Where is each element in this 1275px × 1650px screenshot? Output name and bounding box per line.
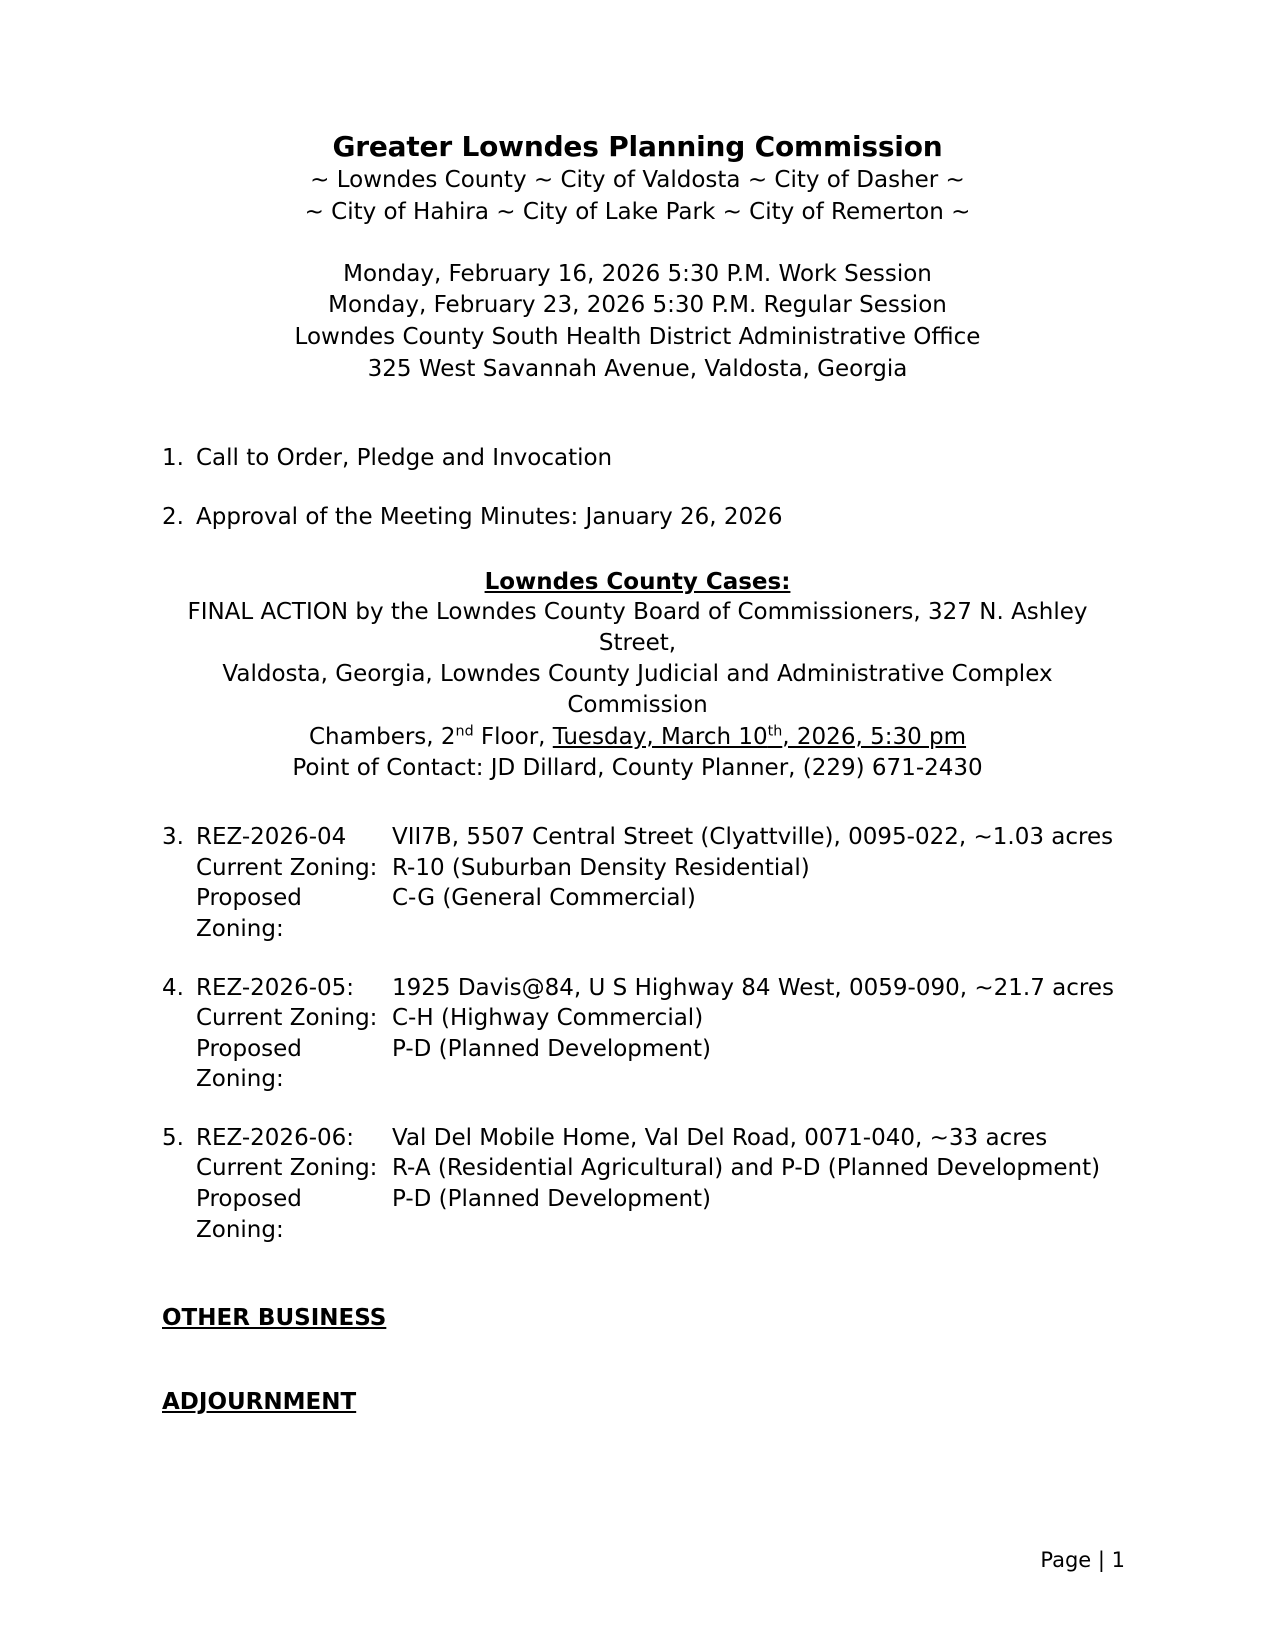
ordinal-suffix-nd: nd bbox=[455, 723, 474, 739]
member-jurisdictions-line-2: ~ City of Hahira ~ City of Lake Park ~ City of Remerton ~ bbox=[304, 198, 971, 225]
final-action-line-1: FINAL ACTION by the Lowndes County Board of Commissioners, 327 N. Ashley Street, bbox=[187, 598, 1088, 656]
closing-sections bbox=[150, 1305, 1125, 1473]
venue-address-line: 325 West Savannah Avenue, Valdosta, Georgia bbox=[367, 355, 908, 382]
rezoning-case-list bbox=[150, 822, 1125, 1245]
final-action-date-prefix: Tuesday, March 10 bbox=[552, 723, 768, 750]
case-identifier: REZ-2026-05: bbox=[196, 974, 355, 1001]
case-description: 1925 Davis@84, U S Highway 84 West, 0059-090, ~21.7 acres bbox=[392, 974, 1114, 1001]
page-number-footer: Page | 1 bbox=[1040, 1548, 1125, 1572]
current-zoning-label: Current Zoning: bbox=[196, 1005, 378, 1032]
final-action-line-3 bbox=[150, 722, 1125, 753]
proposed-zoning-value: C-G (General Commercial) bbox=[392, 885, 696, 912]
case-header-row bbox=[162, 822, 1125, 853]
case-description: Val Del Mobile Home, Val Del Road, 0071-040, ~33 acres bbox=[392, 1124, 1048, 1151]
final-action-line-2: Valdosta, Georgia, Lowndes County Judicial and Administrative Complex Commission bbox=[222, 661, 1053, 719]
cases-section-heading: Lowndes County Cases: bbox=[484, 568, 791, 595]
current-zoning-value: R-10 (Suburban Density Residential) bbox=[392, 854, 810, 881]
point-of-contact-line: Point of Contact: JD Dillard, County Planner, (229) 671-2430 bbox=[292, 754, 983, 781]
final-action-date-suffix: , 2026, 5:30 pm bbox=[782, 723, 967, 750]
proposed-zoning-value: P-D (Planned Development) bbox=[392, 1185, 712, 1212]
current-zoning-row bbox=[162, 1153, 1125, 1184]
case-number: 4. bbox=[162, 974, 184, 1001]
current-zoning-value: R-A (Residential Agricultural) and P-D (Planned Development) bbox=[392, 1155, 1101, 1182]
agenda-item-number: 1. bbox=[162, 445, 184, 472]
case-header-row bbox=[162, 1123, 1125, 1154]
current-zoning-row bbox=[162, 1003, 1125, 1034]
current-zoning-label: Current Zoning: bbox=[196, 1155, 378, 1182]
proposed-zoning-row bbox=[162, 883, 1125, 944]
case-entry bbox=[150, 1123, 1125, 1245]
lowndes-county-cases-section bbox=[150, 569, 1125, 785]
work-session-line: Monday, February 16, 2026 5:30 P.M. Work Session bbox=[343, 260, 932, 287]
adjournment-heading: ADJOURNMENT bbox=[162, 1389, 357, 1416]
meeting-details-block bbox=[150, 259, 1125, 386]
agenda-item-call-to-order bbox=[150, 443, 1125, 474]
case-number: 3. bbox=[162, 824, 184, 851]
case-identifier: REZ-2026-04 bbox=[196, 824, 347, 851]
chambers-floor-mid: Floor, bbox=[473, 723, 553, 750]
current-zoning-label: Current Zoning: bbox=[196, 854, 378, 881]
agenda-items-top bbox=[150, 443, 1125, 532]
member-jurisdictions-line-1: ~ Lowndes County ~ City of Valdosta ~ City of Dasher ~ bbox=[310, 167, 965, 194]
case-header-row bbox=[162, 973, 1125, 1004]
current-zoning-row bbox=[162, 853, 1125, 884]
case-number: 5. bbox=[162, 1124, 184, 1151]
proposed-zoning-row bbox=[162, 1184, 1125, 1245]
case-entry bbox=[150, 822, 1125, 944]
proposed-zoning-row bbox=[162, 1034, 1125, 1095]
agenda-item-minutes-approval bbox=[150, 502, 1125, 533]
document-header bbox=[150, 130, 1125, 229]
case-entry bbox=[150, 973, 1125, 1095]
agenda-item-number: 2. bbox=[162, 504, 184, 531]
chambers-floor-prefix: Chambers, 2 bbox=[308, 723, 456, 750]
organization-title: Greater Lowndes Planning Commission bbox=[332, 130, 943, 163]
agenda-item-label: Call to Order, Pledge and Invocation bbox=[196, 445, 613, 472]
proposed-zoning-value: P-D (Planned Development) bbox=[392, 1035, 712, 1062]
venue-name-line: Lowndes County South Health District Administrative Office bbox=[294, 323, 981, 350]
regular-session-line: Monday, February 23, 2026 5:30 P.M. Regular Session bbox=[328, 292, 947, 319]
case-description: VII7B, 5507 Central Street (Clyattville), 0095-022, ~1.03 acres bbox=[392, 824, 1114, 851]
final-action-date-underlined bbox=[553, 724, 966, 750]
case-identifier: REZ-2026-06: bbox=[196, 1124, 355, 1151]
agenda-item-label: Approval of the Meeting Minutes: January 26, 2026 bbox=[196, 504, 783, 531]
proposed-zoning-label: Proposed Zoning: bbox=[196, 1185, 302, 1243]
proposed-zoning-label: Proposed Zoning: bbox=[196, 1035, 302, 1093]
other-business-heading: OTHER BUSINESS bbox=[162, 1305, 387, 1332]
proposed-zoning-label: Proposed Zoning: bbox=[196, 885, 302, 942]
ordinal-suffix-th: th bbox=[767, 723, 783, 739]
current-zoning-value: C-H (Highway Commercial) bbox=[392, 1005, 704, 1032]
